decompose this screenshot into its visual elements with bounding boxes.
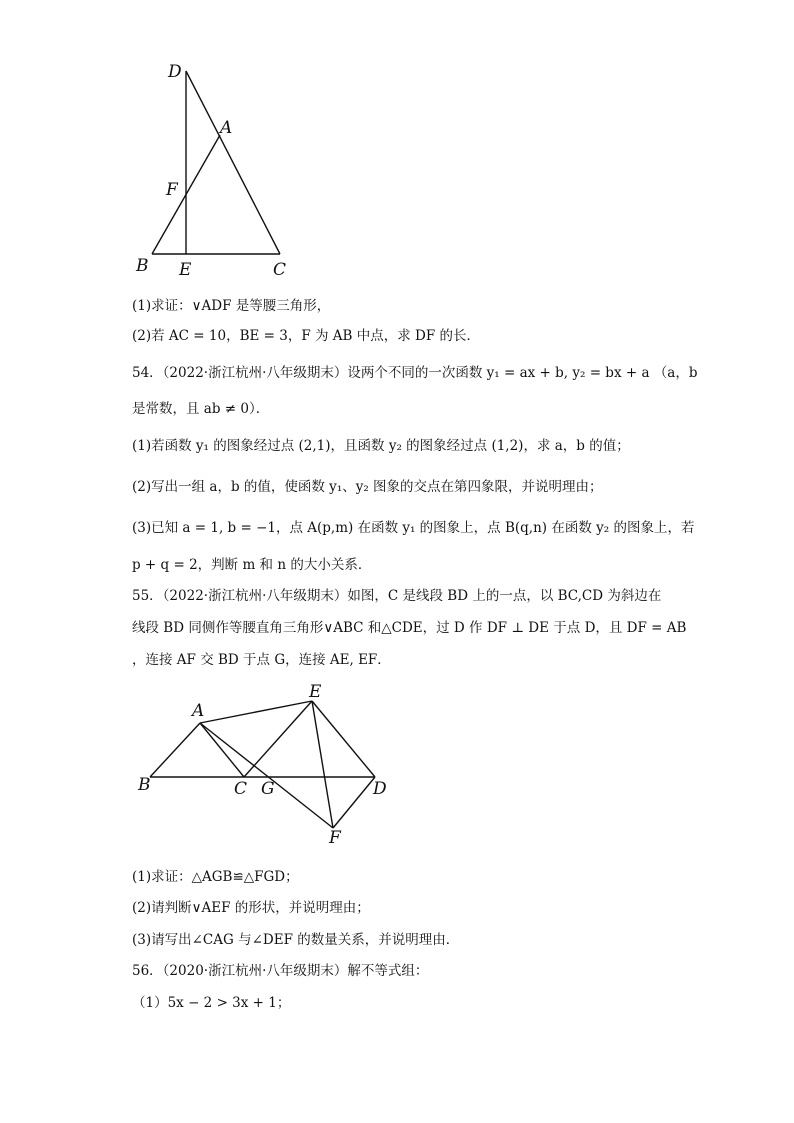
label-E2: E [309, 682, 322, 702]
q56-part1: （1）5x − 2 > 3x + 1； [132, 995, 291, 1011]
q54-line2: 是常数，且 ab ≠ 0）． [132, 401, 270, 417]
label-C: C [273, 260, 287, 280]
figure-1-svg [130, 55, 300, 285]
label-B: B [136, 256, 149, 276]
figure-2-svg [130, 680, 400, 850]
q54-part3-line1: (3)已知 a = 1, b = −1，点 A(p,m) 在函数 y₁ 的图象上，点 B(q,n) 在函数 y₂ 的图象上，若 [132, 520, 695, 536]
label-G2: G [261, 779, 275, 799]
q55-part2: (2)请判断∨AEF 的形状，并说明理由； [132, 900, 370, 916]
segment-DF [333, 777, 375, 828]
label-F2: F [329, 828, 341, 848]
segment-ED [312, 701, 375, 777]
q55-line3: ，连接 AF 交 BD 于点 G，连接 AE, EF． [132, 652, 391, 668]
label-A: A [220, 118, 233, 138]
q56-line1: 56．（2020·浙江杭州·八年级期末）解不等式组： [132, 963, 429, 979]
label-F: F [166, 180, 178, 200]
label-A2: A [192, 701, 205, 721]
q55-part3: (3)请写出∠CAG 与∠DEF 的数量关系，并说明理由． [132, 932, 460, 948]
label-B2: B [138, 775, 151, 795]
label-D2: D [373, 779, 387, 799]
q55-line2: 线段 BD 同侧作等腰直角三角形∨ABC 和△CDE，过 D 作 DF ⊥ DE 于点 D，且 DF = AB [132, 620, 687, 636]
q55-part1: (1)求证：△AGB≌△FGD； [132, 869, 299, 885]
q54-line1: 54．（2022·浙江杭州·八年级期末）设两个不同的一次函数 y₁ = ax + b, y₂ = bx + a （a，b [132, 365, 698, 381]
q55-line1: 55．（2022·浙江杭州·八年级期末）如图，C 是线段 BD 上的一点，以 BC,CD 为斜边在 [132, 588, 662, 604]
label-D: D [168, 62, 182, 82]
segment-AC [200, 723, 244, 777]
segment-AF [200, 723, 333, 828]
segment-BA [150, 723, 200, 777]
q54-part1: (1)若函数 y₁ 的图象经过点 (2,1)，且函数 y₂ 的图象经过点 (1,2)，求 a，b 的值； [132, 438, 630, 454]
q54-part2: (2)写出一组 a，b 的值，使函数 y₁、y₂ 图象的交点在第四象限，并说明理由； [132, 479, 603, 495]
triangle-figure-1 [130, 55, 300, 285]
label-E: E [179, 260, 192, 280]
q53-part1: (1)求证：∨ADF 是等腰三角形， [132, 298, 331, 314]
q53-part2: (2)若 AC = 10，BE = 3，F 为 AB 中点，求 DF 的长． [132, 328, 481, 344]
q54-part3-line2: p + q = 2，判断 m 和 n 的大小关系． [132, 557, 372, 573]
label-C2: C [234, 779, 248, 799]
segment-EF [312, 701, 333, 828]
geometry-figure-2 [130, 680, 400, 850]
segment-DC [186, 71, 280, 254]
